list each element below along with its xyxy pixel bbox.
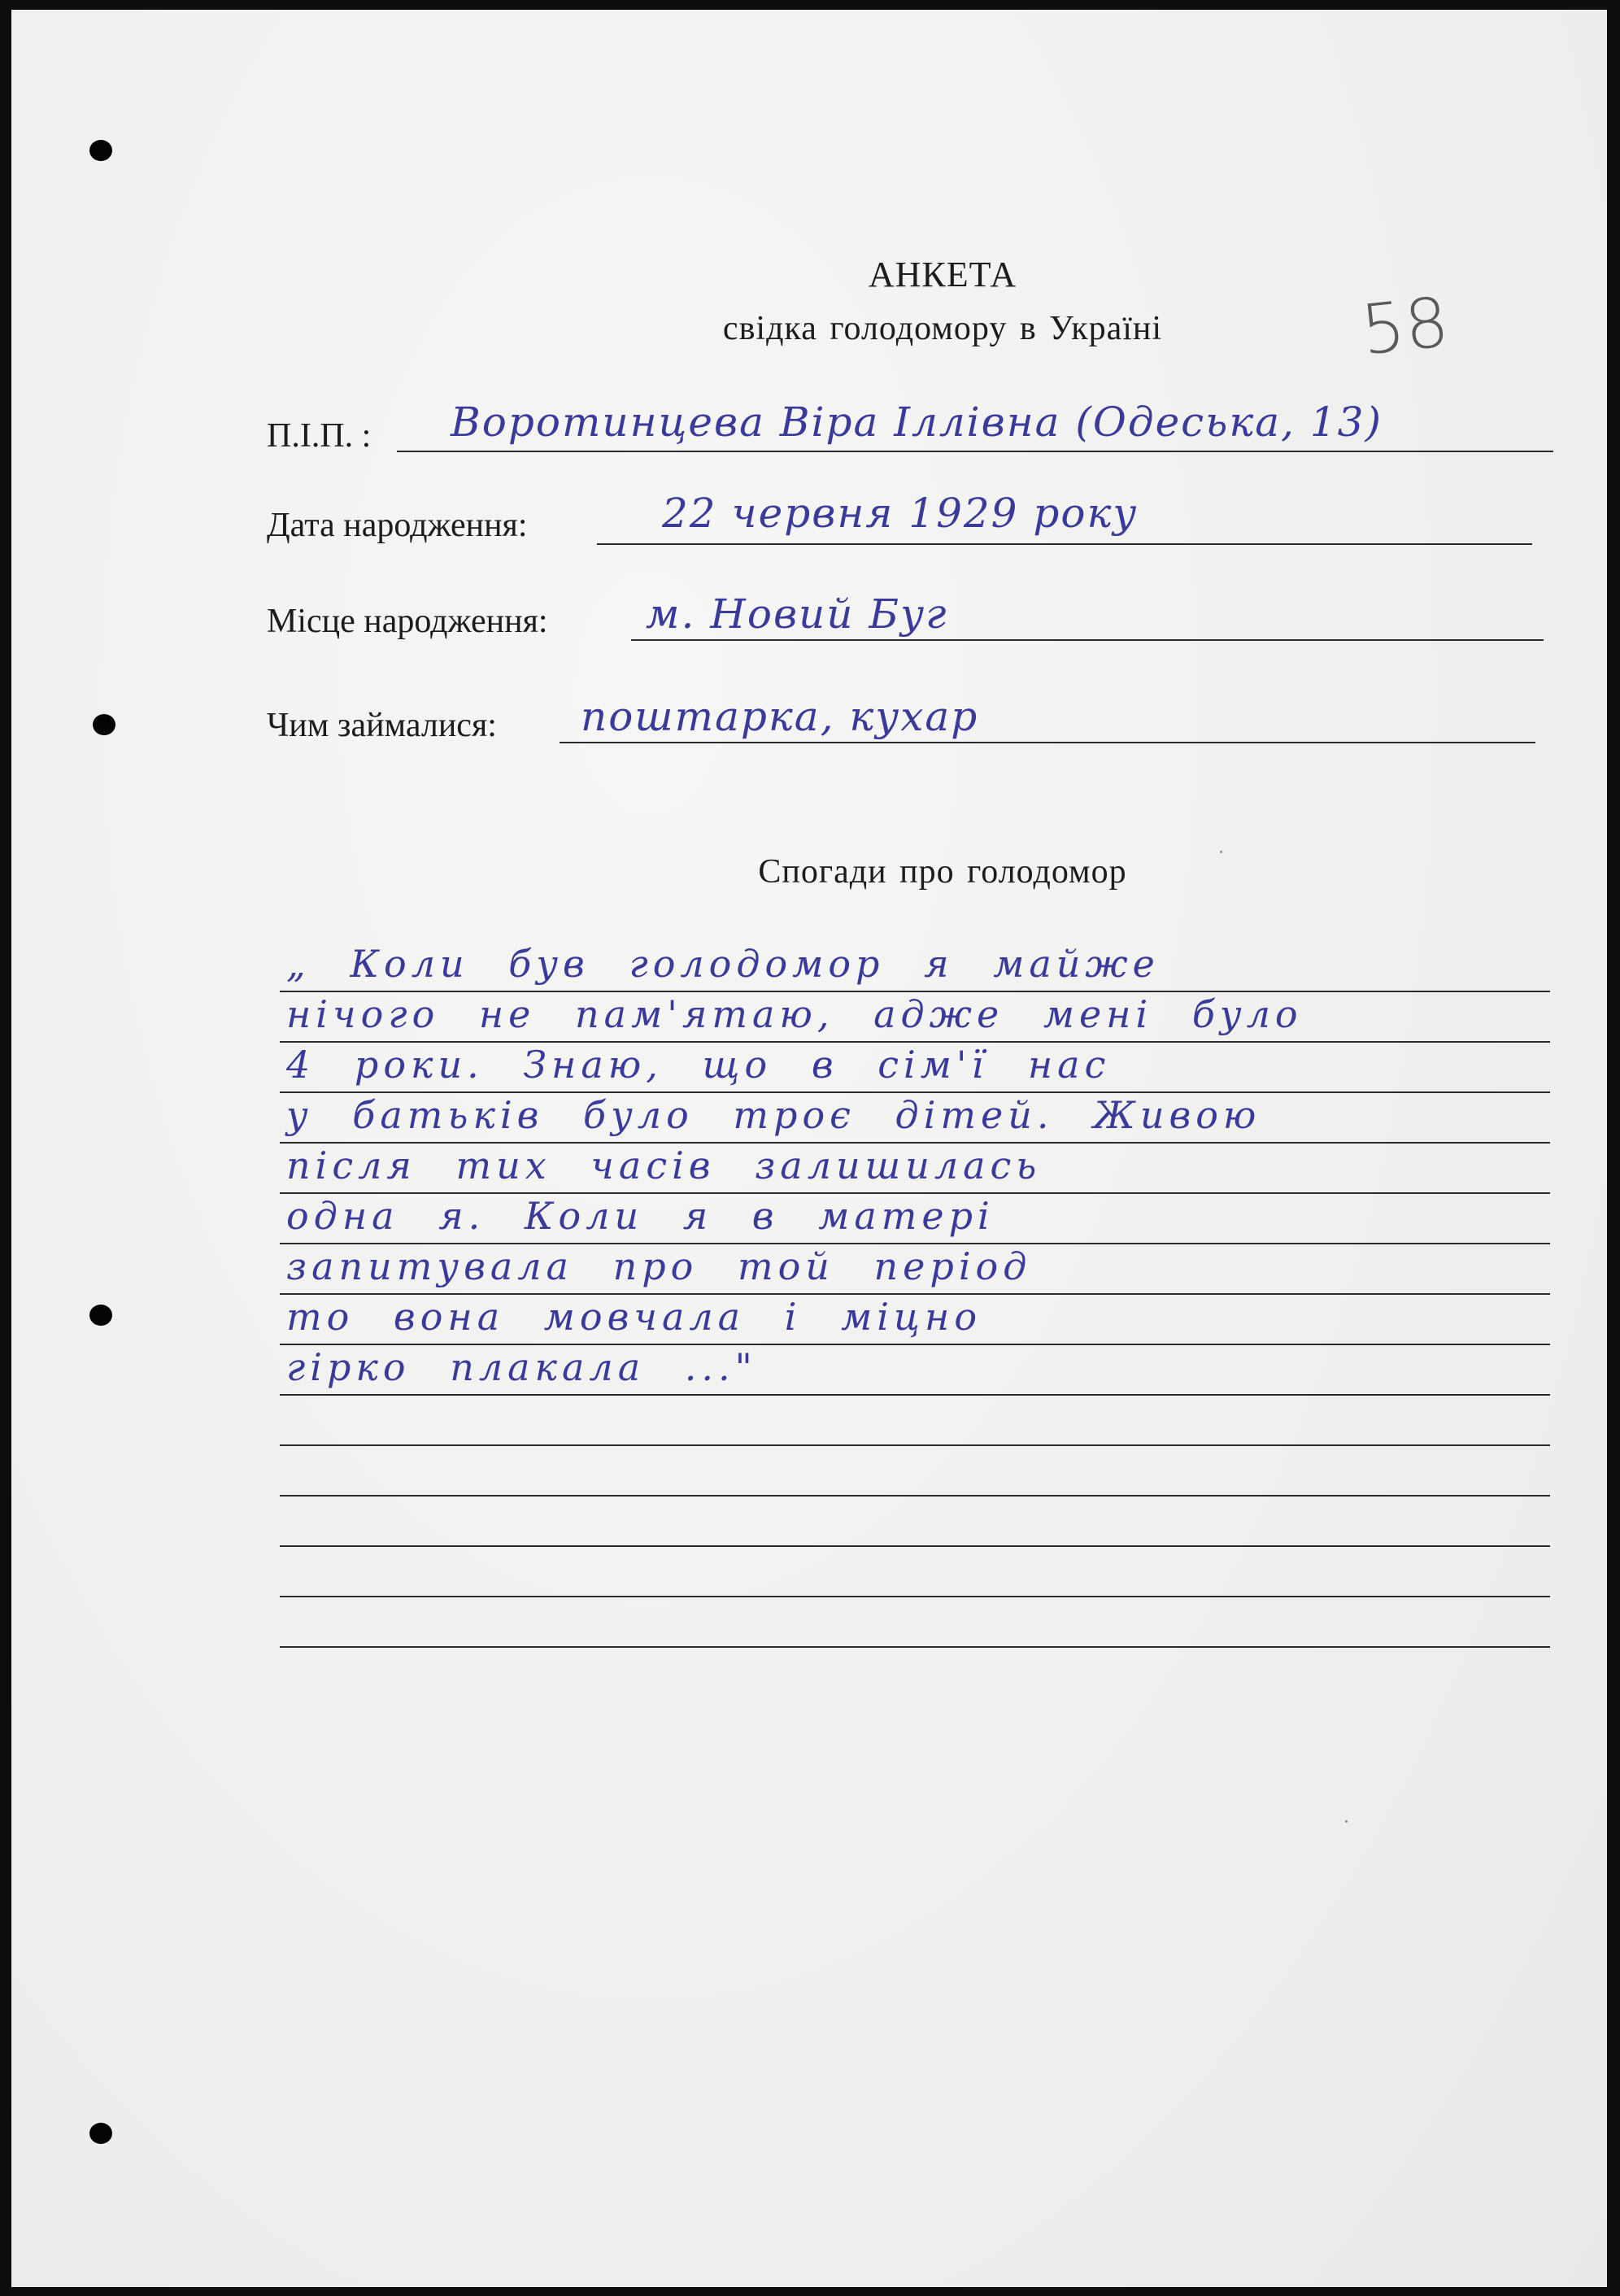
memories-line: одна я. Коли я в матері (286, 1194, 995, 1238)
memories-heading: Спогади про голодомор (758, 853, 1127, 891)
memories-rule-13 (280, 1596, 1550, 1597)
page-number: 58 (1357, 281, 1452, 371)
memories-rule-14 (280, 1646, 1550, 1648)
memories-line: гірко плакала ..." (286, 1345, 757, 1389)
punch-hole-3 (89, 1305, 112, 1326)
memories-rule-12 (280, 1545, 1550, 1547)
punch-hole-1 (89, 140, 112, 161)
document-subtitle: свідка голодомору в Україні (722, 310, 1163, 347)
memories-line: 4 роки. Знаю, що в сім'ї нас (286, 1043, 1111, 1087)
questionnaire-page (11, 10, 1607, 2287)
name-value: Воротинцева Віра Іллівна (Одеська, 13) (451, 399, 1383, 446)
birth-date-underline (597, 543, 1532, 545)
birth-date-value: 22 червня 1929 року (662, 490, 1139, 537)
memories-rule-11 (280, 1495, 1550, 1497)
birth-place-value: м. Новий Буг (646, 590, 948, 638)
document-title: АНКЕТА (868, 255, 1017, 294)
memories-line: нічого не пам'ятаю, адже мені було (286, 992, 1303, 1036)
occupation-label: Чим займалися: (267, 707, 497, 744)
name-underline (397, 451, 1553, 452)
paper-speck (1345, 1820, 1348, 1823)
name-label: П.І.П. : (267, 417, 372, 455)
memories-line: то вона мовчала і міцно (286, 1295, 982, 1339)
birth-place-label: Місце народження: (267, 603, 548, 640)
memories-line: після тих часів залишилась (286, 1144, 1042, 1187)
memories-line: „ Коли був голодомор я майже (286, 942, 1160, 986)
birth-place-underline (631, 639, 1544, 641)
occupation-value: поштарка, кухар (581, 693, 979, 740)
occupation-underline (560, 742, 1535, 743)
punch-hole-2 (93, 714, 115, 735)
memories-line: у батьків було троє дітей. Живою (286, 1093, 1261, 1137)
birth-date-label: Дата народження: (267, 507, 528, 544)
memories-line: запитувала про той період (286, 1244, 1032, 1288)
memories-rule-9 (280, 1394, 1550, 1396)
punch-hole-4 (89, 2123, 112, 2144)
memories-rule-10 (280, 1444, 1550, 1446)
